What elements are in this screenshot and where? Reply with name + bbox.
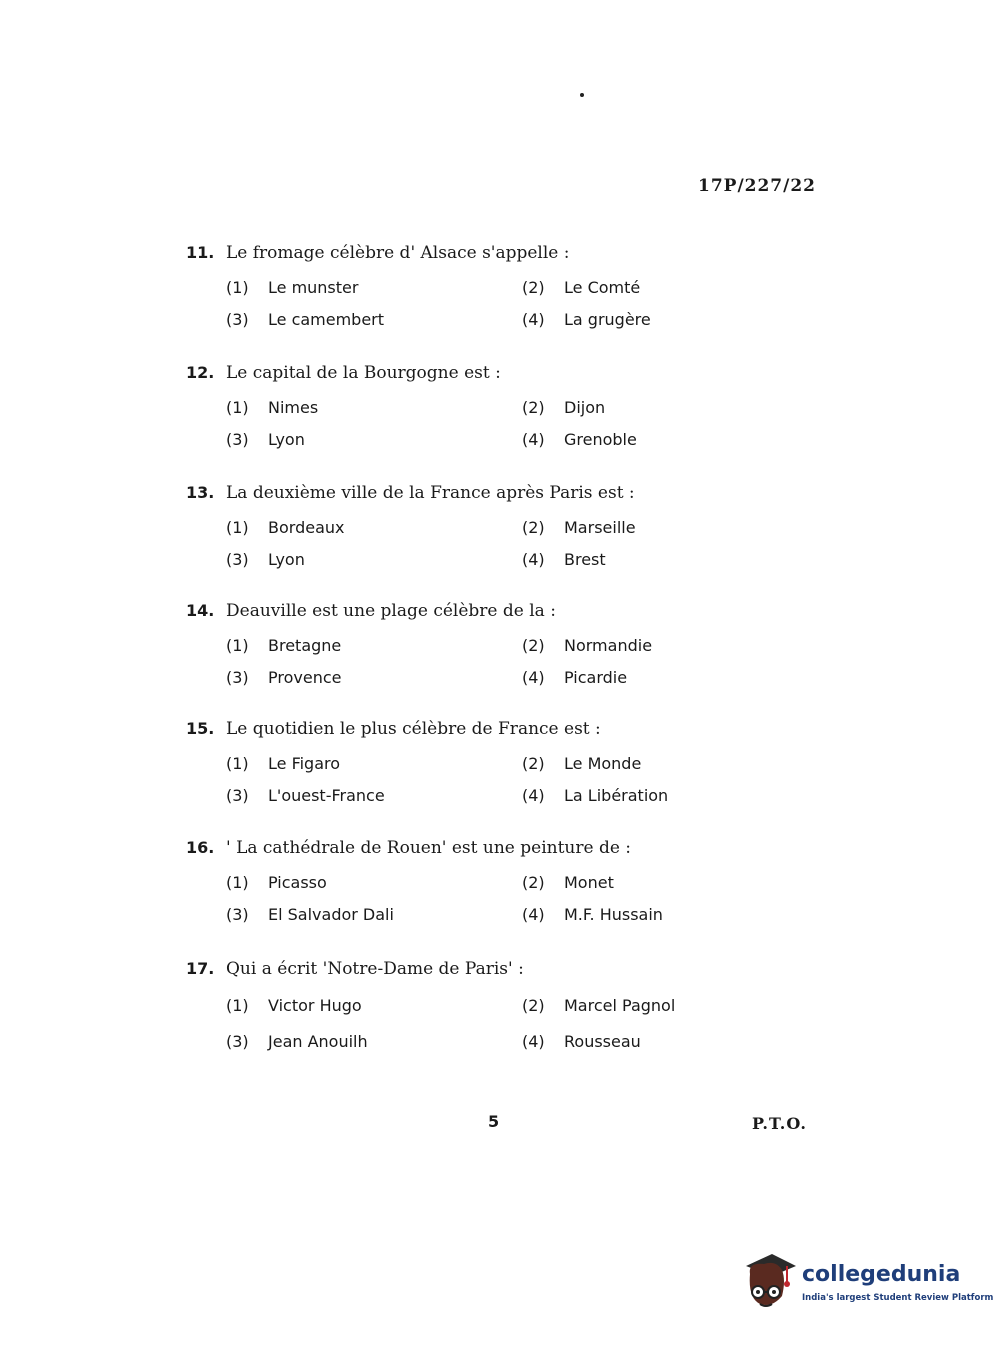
question-11 (186, 240, 746, 336)
option-4: (4) Grenoble (522, 430, 637, 449)
scan-dot (580, 93, 584, 97)
option-3: (3) Lyon (226, 550, 305, 569)
question-text: Le fromage célèbre d' Alsace s'appelle : (226, 243, 570, 263)
option-4: (4) Picardie (522, 668, 628, 687)
question-text: Qui a écrit 'Notre-Dame de Paris' : (226, 959, 524, 979)
page-number: 5 (488, 1112, 500, 1131)
option-2: (2) Dijon (522, 398, 606, 417)
option-2: (2) Le Monde (522, 754, 642, 773)
option-4: (4) Rousseau (522, 1032, 641, 1051)
option-3: (3) L'ouest-France (226, 786, 385, 805)
paper-code: 17P/227/22 (698, 176, 817, 196)
question-17 (186, 956, 746, 1060)
question-number: 12. (186, 363, 215, 382)
question-number: 13. (186, 483, 215, 502)
option-4: (4) La Libération (522, 786, 669, 805)
option-1: (1) Bordeaux (226, 518, 345, 537)
option-2: (2) Normandie (522, 636, 653, 655)
option-2: (2) Marseille (522, 518, 636, 537)
question-text: Le quotidien le plus célèbre de France est : (226, 719, 601, 739)
option-4: (4) La grugère (522, 310, 651, 329)
question-text: Deauville est une plage célèbre de la : (226, 601, 556, 621)
mascot-icon (742, 1252, 798, 1314)
question-text: Le capital de la Bourgogne est : (226, 363, 501, 383)
option-2: (2) Le Comté (522, 278, 641, 297)
question-number: 11. (186, 243, 215, 262)
logo-tagline: India's largest Student Review Platform (802, 1293, 994, 1303)
option-1: (1) Victor Hugo (226, 996, 362, 1015)
option-1: (1) Picasso (226, 873, 327, 892)
option-2: (2) Monet (522, 873, 614, 892)
option-3: (3) Jean Anouilh (226, 1032, 368, 1051)
option-3: (3) Le camembert (226, 310, 385, 329)
question-text: La deuxième ville de la France après Paris est : (226, 483, 635, 503)
question-number: 16. (186, 838, 215, 857)
collegedunia-logo[interactable] (742, 1250, 994, 1320)
question-text: ' La cathédrale de Rouen' est une peinture de : (226, 838, 632, 858)
option-3: (3) Provence (226, 668, 342, 687)
option-3: (3) El Salvador Dali (226, 905, 394, 924)
question-15 (186, 716, 746, 812)
option-4: (4) Brest (522, 550, 606, 569)
question-16 (186, 835, 746, 931)
question-number: 17. (186, 959, 215, 978)
option-1: (1) Le munster (226, 278, 359, 297)
logo-name: collegedunia (802, 1262, 961, 1287)
option-2: (2) Marcel Pagnol (522, 996, 676, 1015)
option-1: (1) Le Figaro (226, 754, 341, 773)
question-number: 15. (186, 719, 215, 738)
question-13 (186, 480, 746, 576)
option-4: (4) M.F. Hussain (522, 905, 663, 924)
option-3: (3) Lyon (226, 430, 305, 449)
pto-label: P.T.O. (752, 1114, 807, 1133)
option-1: (1) Nimes (226, 398, 319, 417)
question-14 (186, 598, 746, 694)
option-1: (1) Bretagne (226, 636, 342, 655)
question-number: 14. (186, 601, 215, 620)
question-12 (186, 360, 746, 456)
